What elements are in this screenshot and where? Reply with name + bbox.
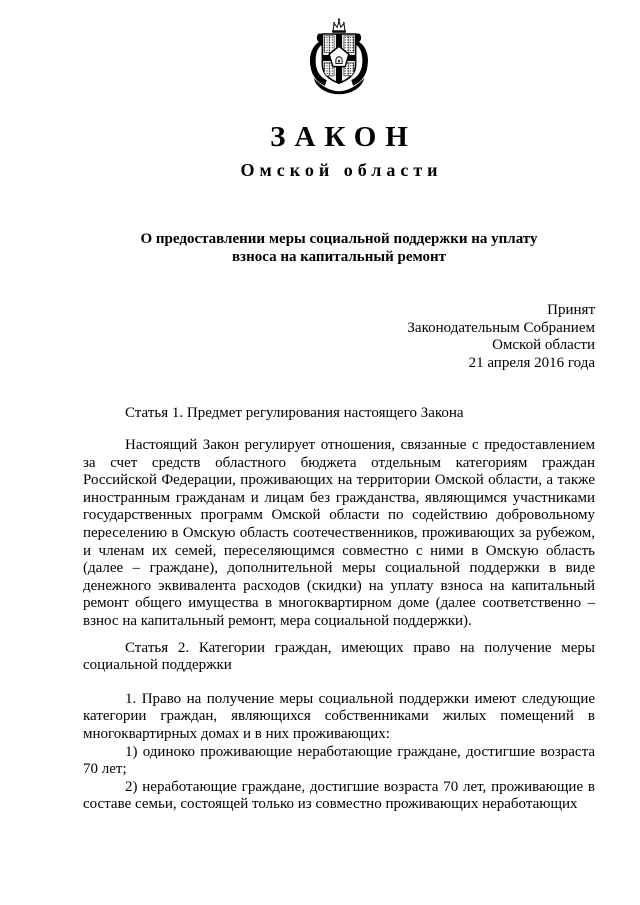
adoption-line-body: Законодательным Собранием [407,319,595,336]
law-type-title: ЗАКОН [270,121,417,153]
article-1-heading: Статья 1. Предмет регулирования настоящего Закона [125,404,464,421]
adoption-line-status: Принят [547,302,595,319]
document-title-line-2: взноса на капитальный ремонт [231,249,447,266]
law-region-subtitle: Омской области [240,160,443,181]
article-1-paragraph: Настоящий Закон регулирует отношения, связанные с предоставлением за счет средств областного бюджета отдельным категориям граждан Российской Федерации, проживающих на территории Омской области, а также иностранным гражданам и лицам без гражданства, являющимся участниками государственных программ Омской области по содействию добровольному переселению в Омскую область соотечественников, проживающих за рубежом, и членам их семей, переселяющимся совместно с ними в Омскую область (далее – граждане), дополнительной меры социальной поддержки в виде денежного эквивалента расходов (скидки) на уплату взноса на капитальный ремонт общего имущества в многоквартирном доме (далее соответственно – взнос на капитальный ремонт, мера социальной поддержки). [83,437,595,630]
document-body [83,405,595,814]
article-2-item-1: 1) одиноко проживающие неработающие граждане, достигшие возраста 70 лет; [83,743,595,778]
adoption-line-date: 21 апреля 2016 года [468,354,595,371]
omsk-oblast-coat-of-arms-icon [305,18,373,98]
document-title-line-1: О предоставлении меры социальной поддержки на уплату [140,231,538,248]
article-2-paragraph-1: 1. Право на получение меры социальной поддержки имеют следующие категории граждан, являющихся собственниками жилых помещений в многоквартирных домах и в них проживающих: [83,690,595,742]
article-2-item-2: 2) неработающие граждане, достигшие возраста 70 лет, проживающие в составе семьи, состоящей только из совместно проживающих неработающих [83,778,595,813]
document-title [83,230,595,266]
article-2-heading: Статья 2. Категории граждан, имеющих право на получение меры социальной поддержки [83,639,595,674]
adoption-line-region: Омской области [492,337,595,354]
adoption-block [83,302,595,372]
coat-of-arms-block [83,18,595,98]
